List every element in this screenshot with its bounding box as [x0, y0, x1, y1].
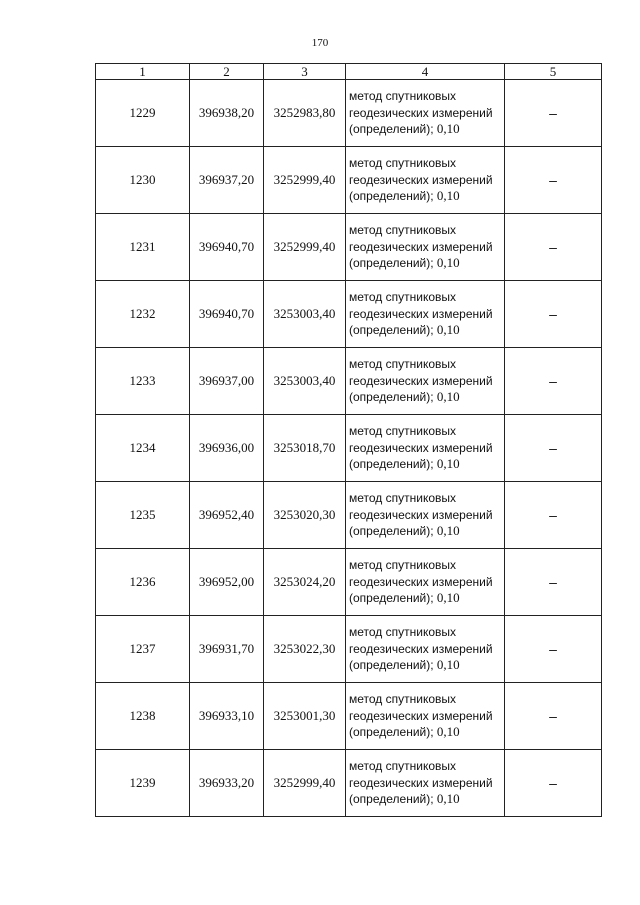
accuracy-value: 0,10 — [436, 121, 460, 137]
note-cell: – — [505, 147, 602, 214]
method-cell — [346, 549, 505, 616]
accuracy-value: 0,10 — [436, 255, 460, 271]
point-number-cell: 1231 — [96, 214, 190, 281]
note-cell: – — [505, 750, 602, 817]
method-cell — [346, 214, 505, 281]
y-coordinate-cell: 3252999,40 — [264, 214, 346, 281]
coordinates-table — [95, 63, 602, 817]
method-text: метод спутниковых геодезических измерений (определений); — [349, 424, 493, 472]
y-coordinate-cell: 3253003,40 — [264, 281, 346, 348]
method-text: метод спутниковых геодезических измерений (определений); — [349, 89, 493, 137]
table-row — [96, 348, 602, 415]
x-coordinate-cell: 396933,20 — [190, 750, 264, 817]
x-coordinate-cell: 396940,70 — [190, 281, 264, 348]
method-cell — [346, 683, 505, 750]
x-coordinate-cell: 396938,20 — [190, 80, 264, 147]
table-row — [96, 616, 602, 683]
point-number-cell: 1235 — [96, 482, 190, 549]
note-cell: – — [505, 281, 602, 348]
x-coordinate-cell: 396952,40 — [190, 482, 264, 549]
y-coordinate-cell: 3253022,30 — [264, 616, 346, 683]
method-text: метод спутниковых геодезических измерений (определений); — [349, 290, 493, 338]
method-text: метод спутниковых геодезических измерений (определений); — [349, 692, 493, 740]
table-body — [96, 80, 602, 817]
column-header-1: 1 — [96, 64, 190, 80]
point-number-cell: 1239 — [96, 750, 190, 817]
method-text: метод спутниковых геодезических измерений (определений); — [349, 759, 493, 807]
point-number-cell: 1237 — [96, 616, 190, 683]
note-cell: – — [505, 482, 602, 549]
column-header-4: 4 — [346, 64, 505, 80]
x-coordinate-cell: 396936,00 — [190, 415, 264, 482]
y-coordinate-cell: 3252999,40 — [264, 147, 346, 214]
method-text: метод спутниковых геодезических измерений (определений); — [349, 558, 493, 606]
table-row — [96, 482, 602, 549]
y-coordinate-cell: 3253001,30 — [264, 683, 346, 750]
accuracy-value: 0,10 — [436, 456, 460, 472]
method-cell — [346, 281, 505, 348]
method-text: метод спутниковых геодезических измерений (определений); — [349, 156, 493, 204]
note-cell: – — [505, 616, 602, 683]
point-number-cell: 1232 — [96, 281, 190, 348]
x-coordinate-cell: 396940,70 — [190, 214, 264, 281]
method-text: метод спутниковых геодезических измерений (определений); — [349, 357, 493, 405]
method-cell — [346, 616, 505, 683]
note-cell: – — [505, 80, 602, 147]
y-coordinate-cell: 3253018,70 — [264, 415, 346, 482]
table-row — [96, 214, 602, 281]
point-number-cell: 1236 — [96, 549, 190, 616]
page-number: 170 — [311, 37, 329, 49]
table-row — [96, 147, 602, 214]
column-header-2: 2 — [190, 64, 264, 80]
x-coordinate-cell: 396952,00 — [190, 549, 264, 616]
column-header-5: 5 — [505, 64, 602, 80]
table-row — [96, 549, 602, 616]
accuracy-value: 0,10 — [436, 523, 460, 539]
method-cell — [346, 415, 505, 482]
method-text: метод спутниковых геодезических измерений (определений); — [349, 491, 493, 539]
y-coordinate-cell: 3253024,20 — [264, 549, 346, 616]
x-coordinate-cell: 396931,70 — [190, 616, 264, 683]
note-cell: – — [505, 683, 602, 750]
note-cell: – — [505, 348, 602, 415]
method-cell — [346, 80, 505, 147]
accuracy-value: 0,10 — [436, 188, 460, 204]
point-number-cell: 1238 — [96, 683, 190, 750]
point-number-cell: 1234 — [96, 415, 190, 482]
table-row — [96, 415, 602, 482]
method-text: метод спутниковых геодезических измерений (определений); — [349, 223, 493, 271]
x-coordinate-cell: 396937,00 — [190, 348, 264, 415]
table-row — [96, 281, 602, 348]
point-number-cell: 1229 — [96, 80, 190, 147]
table-row — [96, 683, 602, 750]
point-number-cell: 1233 — [96, 348, 190, 415]
y-coordinate-cell: 3252999,40 — [264, 750, 346, 817]
note-cell: – — [505, 214, 602, 281]
accuracy-value: 0,10 — [436, 791, 460, 807]
accuracy-value: 0,10 — [436, 724, 460, 740]
table-row — [96, 80, 602, 147]
y-coordinate-cell: 3253003,40 — [264, 348, 346, 415]
method-text: метод спутниковых геодезических измерений (определений); — [349, 625, 493, 673]
accuracy-value: 0,10 — [436, 657, 460, 673]
note-cell: – — [505, 415, 602, 482]
note-cell: – — [505, 549, 602, 616]
method-cell — [346, 147, 505, 214]
accuracy-value: 0,10 — [436, 590, 460, 606]
table-header-row — [96, 64, 602, 80]
method-cell — [346, 750, 505, 817]
y-coordinate-cell: 3253020,30 — [264, 482, 346, 549]
column-header-3: 3 — [264, 64, 346, 80]
x-coordinate-cell: 396933,10 — [190, 683, 264, 750]
method-cell — [346, 482, 505, 549]
x-coordinate-cell: 396937,20 — [190, 147, 264, 214]
accuracy-value: 0,10 — [436, 389, 460, 405]
point-number-cell: 1230 — [96, 147, 190, 214]
accuracy-value: 0,10 — [436, 322, 460, 338]
method-cell — [346, 348, 505, 415]
table-row — [96, 750, 602, 817]
y-coordinate-cell: 3252983,80 — [264, 80, 346, 147]
